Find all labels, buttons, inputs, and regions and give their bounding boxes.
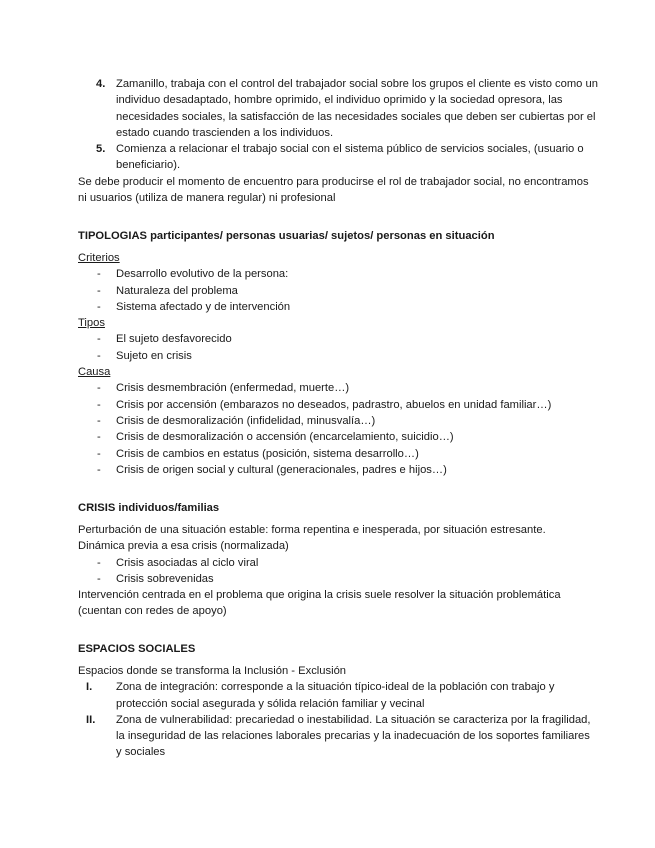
list-item (78, 380, 598, 396)
list-item-text: Crisis de desmoralización o accensión (encarcelamiento, suicidio…) (116, 431, 454, 444)
dash-bullet: - (97, 300, 101, 313)
list-item-text: Crisis desmembración (enfermedad, muerte…) (116, 382, 350, 395)
numbered-item (78, 712, 598, 761)
item-number: II. (86, 713, 96, 726)
tipologias-body (78, 250, 598, 478)
dash-bullet: - (97, 447, 101, 460)
item-text: Zona de vulnerabilidad: precariedad o inestabilidad. La situación se caracteriza por la fragilidad, la inseguridad de las relaciones laborales precarias y la inadecuación de los soportes familiares y sociales (116, 713, 591, 759)
list-item-text: Crisis sobrevenidas (116, 572, 214, 585)
list-item-text: Crisis de cambios en estatus (posición, sistema desarrollo…) (116, 447, 419, 460)
list-item-text: Crisis por accensión (embarazos no deseados, padrastro, abuelos en unidad familiar…) (116, 398, 552, 411)
crisis-body (78, 522, 598, 620)
list-item (78, 462, 598, 478)
list-item (78, 446, 598, 462)
list-item (78, 299, 598, 315)
dash-bullet: - (97, 463, 101, 476)
list-item (78, 413, 598, 429)
list-item-text: El sujeto desfavorecido (116, 333, 232, 346)
crisis-paragraph: Intervención centrada en el problema que origina la crisis suele resolver la situación problemática (cuentan con redes de apoyo) (78, 589, 561, 618)
dash-bullet: - (97, 398, 101, 411)
dash-bullet: - (97, 333, 101, 346)
crisis-heading: CRISIS individuos/familias (78, 502, 220, 514)
espacios-heading: ESPACIOS SOCIALES (78, 643, 196, 655)
crisis-heading-block (78, 500, 598, 516)
item-text: Comienza a relacionar el trabajo social con el sistema público de servicios sociales, (usuario o beneficiario). (116, 143, 584, 172)
item-text: Zona de integración: corresponde a la situación típico-ideal de la población con trabajo y protección social asegurada y sólida relación familiar y vecinal (116, 681, 555, 710)
dash-bullet: - (97, 382, 101, 395)
crisis-paragraph: Perturbación de una situación estable: forma repentina e inesperada, por situación estresante. (78, 524, 546, 536)
dash-bullet: - (97, 556, 101, 569)
list-item-text: Crisis de desmoralización (infidelidad, minusvalía…) (116, 414, 376, 427)
dash-bullet: - (97, 284, 101, 297)
intro-paragraph: Se debe producir el momento de encuentro para producirse el rol de trabajador social, no encontramos ni usuarios (utiliza de manera regular) ni profesional (78, 175, 589, 205)
list-item-text: Crisis de origen social y cultural (generacionales, padres e hijos…) (116, 463, 447, 476)
dash-bullet: - (97, 414, 101, 427)
espacios-body (78, 663, 598, 761)
item-text: Zamanillo, trabaja con el control del trabajador social sobre los grupos el cliente es visto como un individuo desadaptado, hombre oprimido, el individuo oprimido y la sociedad opresora, las necesidades sociales, la satisfacción de las necesidades sociales que deben ser cubiertas por el estado cuando trascienden a los individuos. (116, 78, 598, 139)
dash-bullet: - (97, 431, 101, 444)
numbered-item (78, 141, 598, 174)
crisis-paragraph: Dinámica previa a esa crisis (normalizada) (78, 540, 289, 553)
intro-numbered-list (78, 76, 598, 206)
list-item (78, 397, 598, 413)
dash-bullet: - (97, 349, 101, 362)
list-item (78, 429, 598, 445)
list-item-text: Sistema afectado y de intervención (116, 300, 291, 313)
dash-bullet: - (97, 268, 101, 281)
list-item-text: Desarrollo evolutivo de la persona: (116, 268, 289, 281)
dash-bullet: - (97, 572, 101, 585)
espacios-heading-block (78, 641, 598, 657)
list-item (78, 331, 598, 347)
numbered-item (78, 76, 598, 141)
tipologias-heading: TIPOLOGIAS participantes/ personas usuarias/ sujetos/ personas en situación (78, 230, 495, 242)
list-item (78, 348, 598, 364)
list-item-text: Sujeto en crisis (116, 349, 192, 362)
list-item (78, 555, 598, 571)
item-number: 5. (96, 143, 106, 156)
item-number: I. (86, 681, 93, 694)
list-item (78, 266, 598, 282)
causa-label: Causa (78, 366, 111, 379)
tipologias-section (78, 228, 598, 244)
list-item (78, 283, 598, 299)
list-item-text: Naturaleza del problema (116, 284, 238, 297)
numbered-item (78, 679, 598, 712)
item-number: 4. (96, 78, 106, 90)
espacios-intro: Espacios donde se transforma la Inclusión - Exclusión (78, 665, 347, 677)
tipos-label: Tipos (78, 317, 105, 330)
list-item-text: Crisis asociadas al ciclo viral (116, 556, 259, 569)
criterios-label: Criterios (78, 252, 120, 264)
list-item (78, 571, 598, 587)
